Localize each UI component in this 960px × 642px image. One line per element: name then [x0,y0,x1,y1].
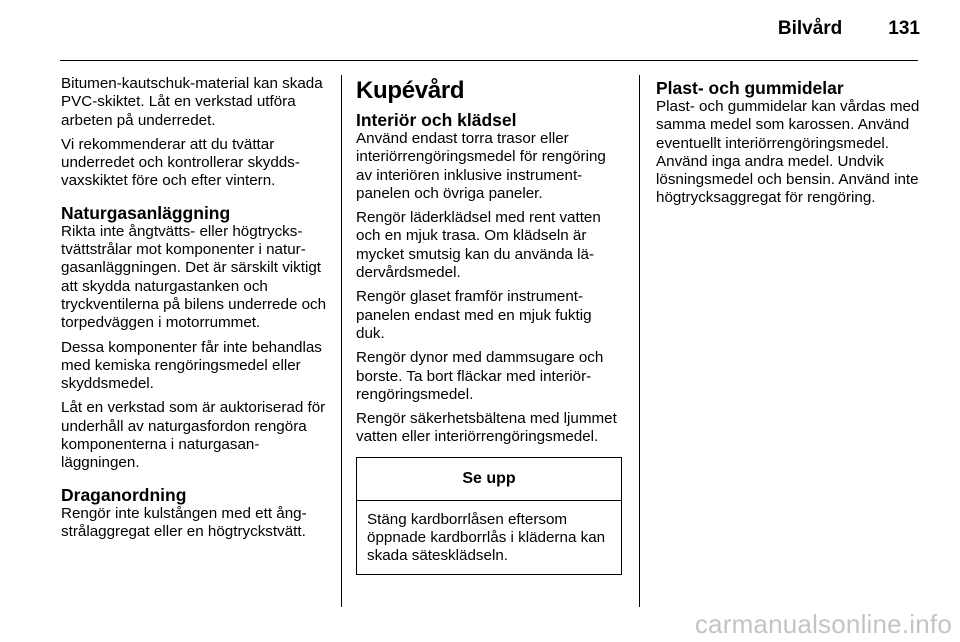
caution-title: Se upp [357,458,621,501]
paragraph: Dessa komponenter får inte behandlas med kemiska rengöringsmedel eller skyddsmedel. [61,338,322,393]
paragraph: Rikta inte ångtvätts- eller högtryckstvättstrålar mot komponenter i naturgasanläggningen. Det är särskilt viktigt att skydda naturgastanken och tryckventilerna på bilens underrede och torpedväggen i motorrummet. [61,222,327,332]
paragraph: Rengör dynor med dammsugare och borste. Ta bort fläckar med interiörrengöringsmedel. [356,349,604,403]
page-header [60,18,920,42]
section-title: Bilvård [777,18,843,39]
paragraph: Rengör glaset framför instrumentpanelen endast med en mjuk fuktig duk. [356,288,592,342]
watermark: carmanualsonline.info [694,609,952,639]
column-right [656,78,924,214]
heading-interior: Interiör och klädsel [356,110,517,130]
paragraph: Låt en verkstad som är auktoriserad för underhåll av naturgasfordon rengöra komponenterna i naturgasanläggningen. [61,399,326,472]
paragraph: Rengör säkerhetsbältena med ljummet vatten eller interiörrengöringsmedel. [356,410,617,446]
page-number: 131 [888,18,920,39]
column-left [61,75,329,547]
paragraph: Rengör inte kulstången med ett ångstrålaggregat eller en högtryckstvätt. [61,504,307,540]
paragraph: Bitumen-kautschuk-material kan skada PVC-skiktet. Låt en verkstad utföra arbeten på underredet. [61,75,323,129]
paragraph: Använd endast torra trasor eller interiörrengöringsmedel för rengöring av interiören inklusive instrumentpanelen och övriga paneler. [356,130,606,202]
heading-draganordning: Draganordning [61,484,187,505]
column-middle [356,78,624,575]
paragraph: Rengör läderklädsel med rent vatten och en mjuk trasa. Om klädseln är mycket smutsig kan du använda lädervårdsmedel. [356,209,601,282]
caution-box [356,457,622,575]
heading-naturgas: Naturgasanläggning [61,202,231,223]
caution-text: Stäng kardborrlåsen eftersom öppnade kardborrlås i kläderna kan skada sätesklädseln. [367,510,606,565]
paragraph: Vi rekommenderar att du tvättar underredet och kontrollerar skyddsvaxskiktet före och efter vintern. [61,135,300,190]
header-rule [60,60,918,61]
paragraph: Plast- och gummidelar kan vårdas med samma medel som karossen. Använd eventuellt interiörrengöringsmedel. Använd inga andra medel. Undvik lösningsmedel och bensin. Använd inte högtrycksaggregat för rengöring. [656,98,920,207]
heading-plast-gummi: Plast- och gummidelar [656,78,844,98]
column-divider-2 [639,75,640,607]
column-divider-1 [341,75,342,607]
heading-kupevard: Kupévård [356,77,465,104]
